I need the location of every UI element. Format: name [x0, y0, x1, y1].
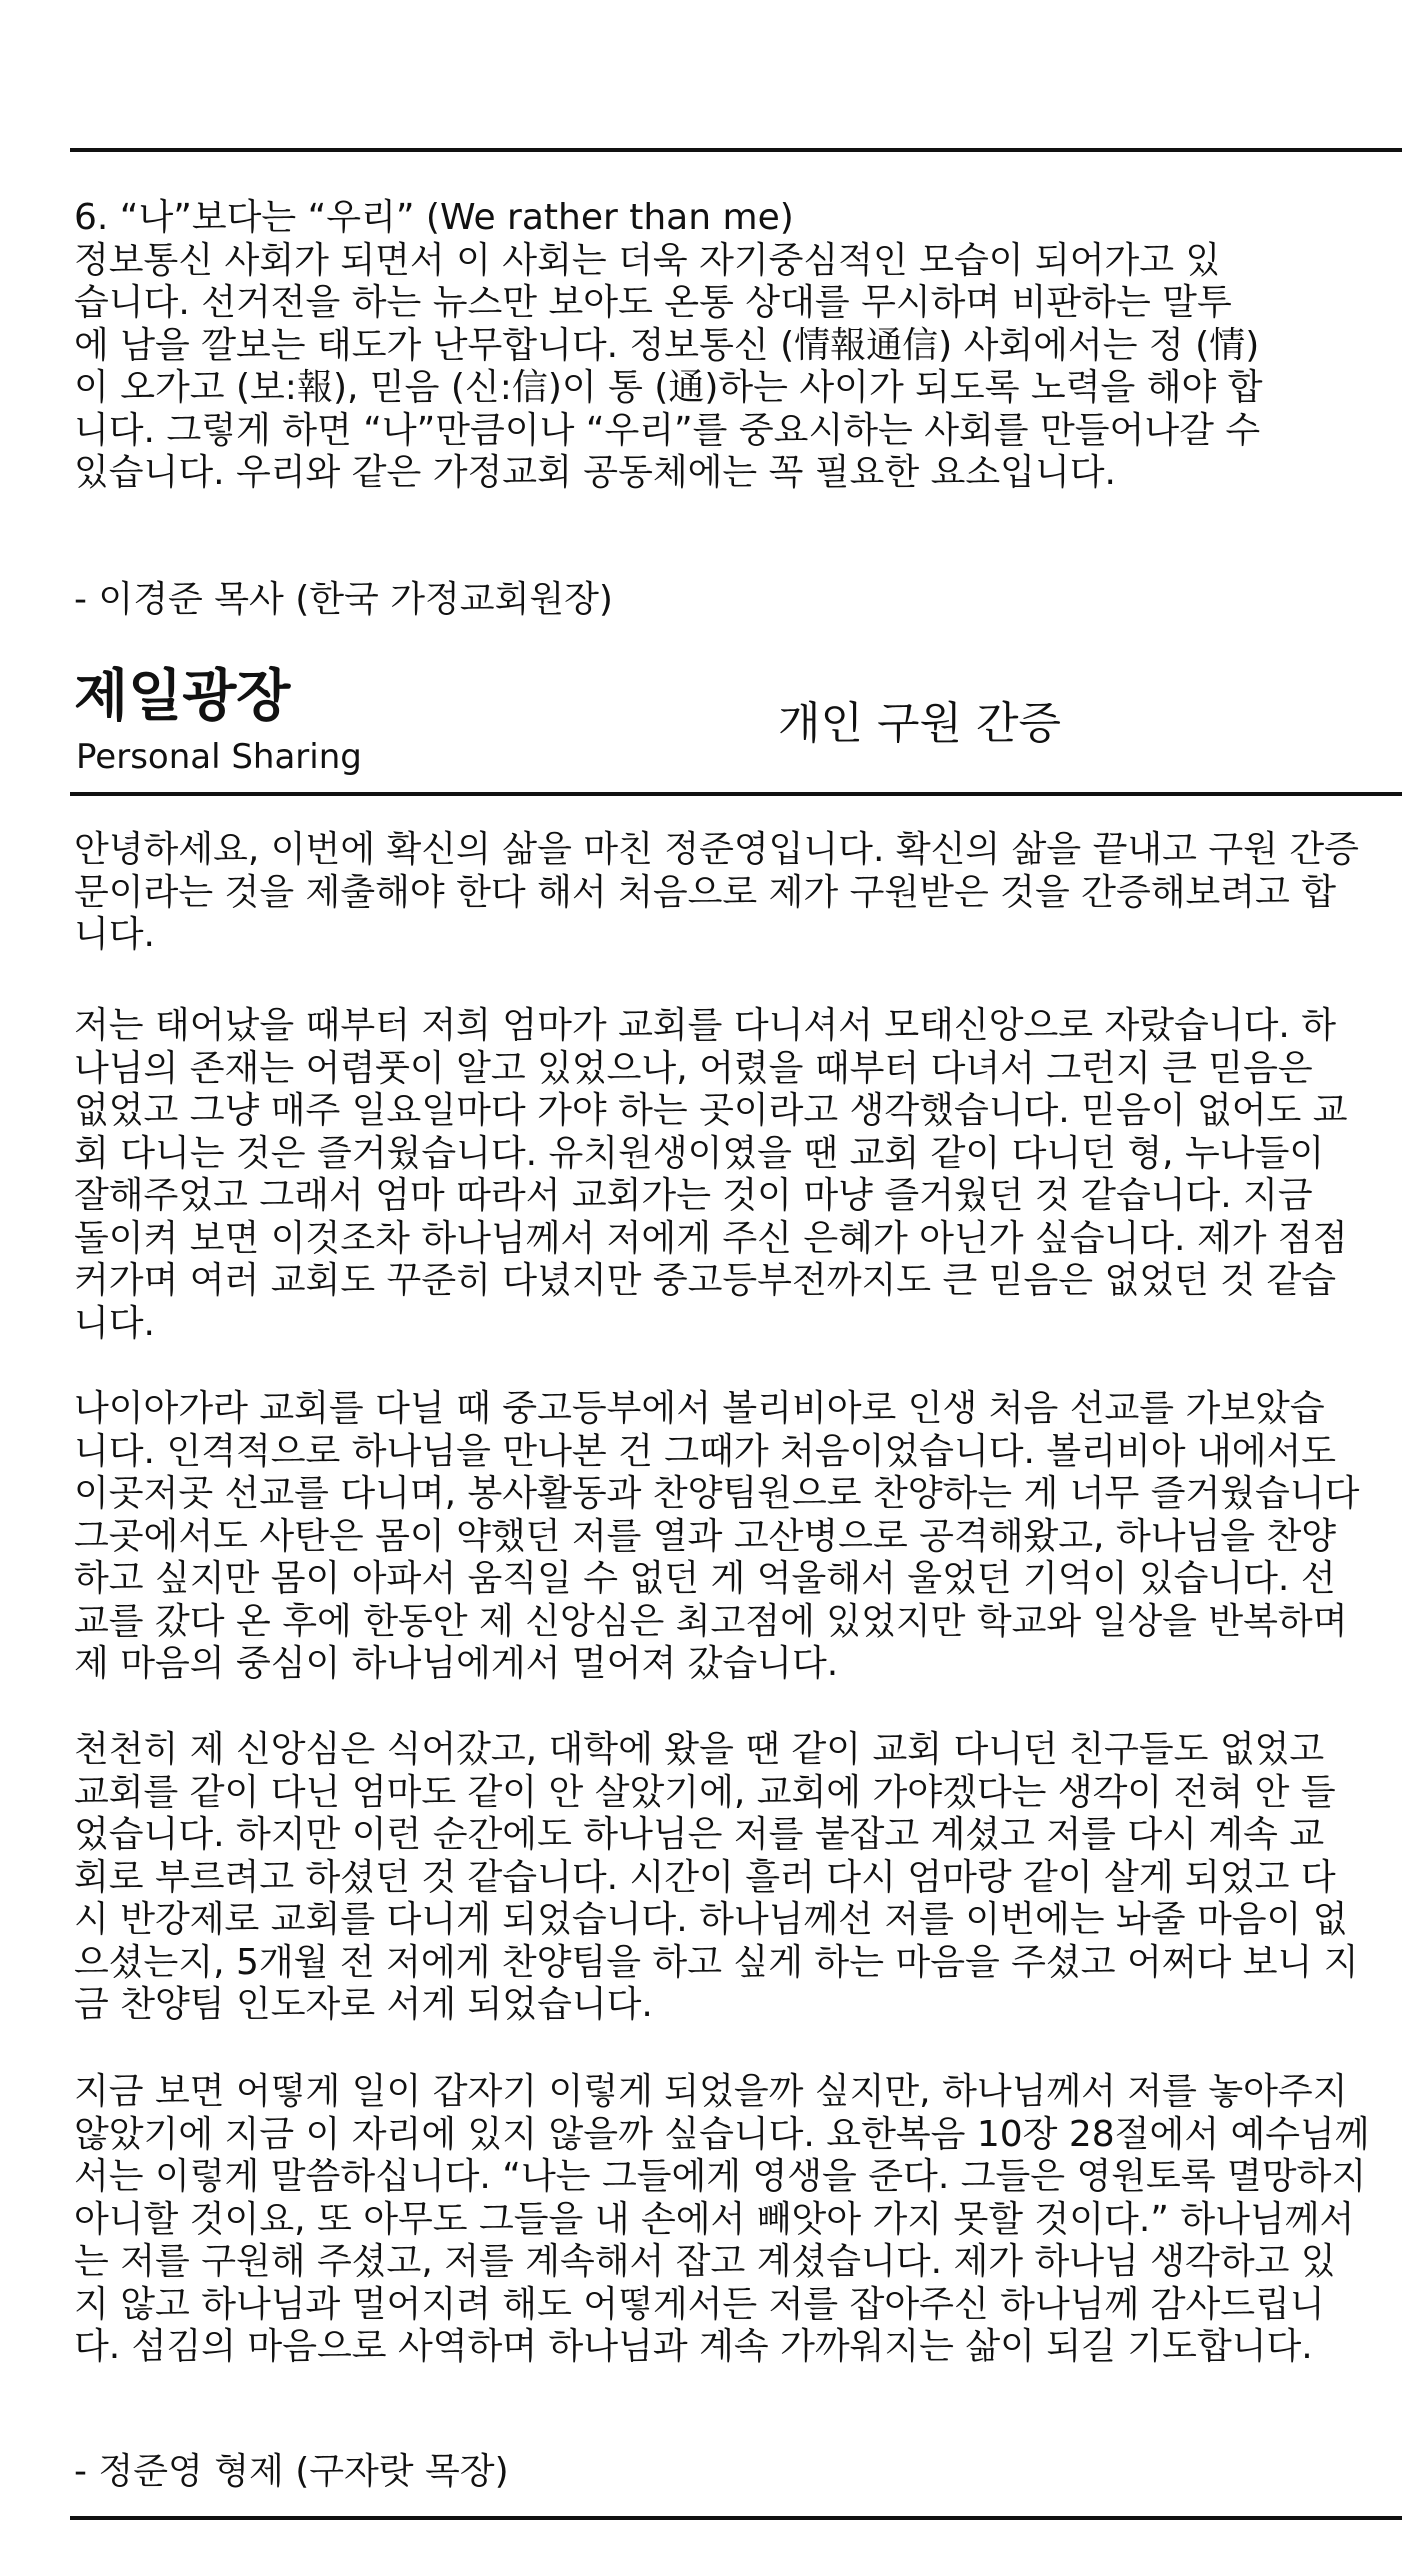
testimony-line: 는 저를 구원해 주셨고, 저를 계속해서 잡고 계셨습니다. 제가 하나님 생각하고 있 — [74, 2241, 1336, 2282]
testimony-line: 지 않고 하나님과 멀어지려 해도 어떻게서든 저를 잡아주신 하나님께 감사드립니 — [74, 2283, 1325, 2325]
testimony-line: 저는 태어났을 때부터 저희 엄마가 교회를 다니셔서 모태신앙으로 자랐습니다. 하 — [74, 1005, 1337, 1046]
testimony-line: 않았기에 지금 이 자리에 있지 않을까 싶습니다. 요한복음 10장 28절에서 예수님께 — [74, 2113, 1370, 2155]
testimony-line: 나이아가라 교회를 다닐 때 중고등부에서 볼리비아로 인생 처음 선교를 가보았습 — [74, 1388, 1325, 1429]
testimony-line: 안녕하세요, 이번에 확신의 삶을 마친 정준영입니다. 확신의 삶을 끝내고 구원 간증 — [74, 829, 1359, 870]
testimony-line: 제 마음의 중심이 하나님에게서 멀어져 갔습니다. — [74, 1643, 839, 1684]
testimony-paragraph — [74, 1005, 1400, 1345]
section-subtitle: 개인 구원 간증 — [778, 698, 1061, 749]
testimony-line: 돌이켜 보면 이것조차 하나님께서 저에게 주신 은혜가 아닌가 싶습니다. 제가 점점 — [74, 1217, 1348, 1259]
testimony-line: 교회를 같이 다닌 엄마도 같이 안 살았기에, 교회에 가야겠다는 생각이 전혀 안 들 — [74, 1771, 1336, 1813]
testimony-line: 잘해주었고 그래서 엄마 따라서 교회가는 것이 마냥 즐거웠던 것 같습니다. 지금 — [74, 1175, 1313, 1216]
testimony-paragraph — [74, 2071, 1400, 2369]
testimony-line: 그곳에서도 사탄은 몸이 약했던 저를 열과 고산병으로 공격해왔고, 하나님을 찬양 — [74, 1515, 1337, 1557]
testimony-line: 지금 보면 어떻게 일이 갑자기 이렇게 되었을까 싶지만, 하나님께서 저를 놓아주지 — [74, 2071, 1348, 2112]
testimony-line: 었습니다. 하지만 이런 순간에도 하나님은 저를 붙잡고 계셨고 저를 다시 계속 교 — [74, 1814, 1325, 1855]
testimony-line: 문이라는 것을 제출해야 한다 해서 처음으로 제가 구원받은 것을 간증해보려고 합 — [74, 871, 1337, 913]
testimony-paragraph — [74, 1729, 1400, 2027]
testimony-signature-block — [74, 2451, 1400, 2494]
testimony-paragraph — [74, 829, 1400, 957]
testimony-line: 회로 부르려고 하셨던 것 같습니다. 시간이 흘러 다시 엄마랑 같이 살게 되었고 다 — [74, 1856, 1336, 1898]
essay-signature: - 이경준 목사 (한국 가정교회원장) — [74, 579, 613, 620]
testimony-line: 으셨는지, 5개월 전 저에게 찬양팀을 하고 싶게 하는 마음을 주셨고 어쩌다 보니 지 — [74, 1941, 1359, 1983]
essay-signature-block — [74, 579, 1400, 622]
testimony-line: 없었고 그냥 매주 일요일마다 가야 하는 곳이라고 생각했습니다. 믿음이 없어도 교 — [74, 1090, 1348, 1131]
testimony-paragraph — [74, 1388, 1400, 1686]
testimony-line: 니다. 인격적으로 하나님을 만나본 건 그때가 처음이었습니다. 볼리비아 내에서도 — [74, 1430, 1337, 1472]
testimony-line: 니다. — [74, 1302, 155, 1344]
testimony-line: 아니할 것이요, 또 아무도 그들을 내 손에서 빼앗아 가지 못할 것이다.” 하나님께서 — [74, 2198, 1355, 2240]
testimony-line: 천천히 제 신앙심은 식어갔고, 대학에 왔을 땐 같이 교회 다니던 친구들도 없었고 — [74, 1729, 1325, 1770]
testimony-line: 교를 갔다 온 후에 한동안 제 신앙심은 최고점에 있었지만 학교와 일상을 반복하며 — [74, 1600, 1348, 1642]
testimony-line: 커가며 여러 교회도 꾸준히 다녔지만 중고등부전까지도 큰 믿음은 없었던 것 같습 — [74, 1260, 1337, 1301]
essay-section — [74, 197, 1400, 495]
top-divider — [70, 148, 1402, 152]
testimony-line: 나님의 존재는 어렴풋이 알고 있었으나, 어렸을 때부터 다녀서 그런지 큰 믿음은 — [74, 1047, 1313, 1089]
section-divider — [70, 792, 1402, 796]
essay-line: 있습니다. 우리와 같은 가정교회 공동체에는 꼭 필요한 요소입니다. — [74, 452, 1116, 493]
essay-line: 이 오가고 (보:報), 믿음 (신:信)이 통 (通)하는 사이가 되도록 노력을 해야 합 — [74, 367, 1263, 408]
testimony-line: 니다. — [74, 914, 155, 955]
testimony-line: 서는 이렇게 말씀하십니다. “나는 그들에게 영생을 준다. 그들은 영원토록 멸망하지 — [74, 2156, 1367, 2197]
essay-heading: 6. “나”보다는 “우리” (We rather than me) — [74, 197, 794, 238]
testimony-line: 금 찬양팀 인도자로 서게 되었습니다. — [74, 1984, 653, 2025]
testimony-signature: - 정준영 형제 (구자랏 목장) — [74, 2451, 509, 2492]
testimony-line: 하고 싶지만 몸이 아파서 움직일 수 없던 게 억울해서 울었던 기억이 있습니다. 선 — [74, 1558, 1336, 1599]
essay-line: 니다. 그렇게 하면 “나”만큼이나 “우리”를 중요시하는 사회를 만들어나갈 수 — [74, 409, 1261, 451]
essay-line: 정보통신 사회가 되면서 이 사회는 더욱 자기중심적인 모습이 되어가고 있 — [74, 239, 1221, 281]
testimony-line: 회 다니는 것은 즐거웠습니다. 유치원생이였을 땐 교회 같이 다니던 형, 누나들이 — [74, 1132, 1325, 1174]
section-title-english: Personal Sharing — [76, 737, 362, 777]
bottom-divider — [70, 2516, 1402, 2520]
section-title-korean: 제일광장 — [74, 664, 291, 729]
testimony-line: 시 반강제로 교회를 다니게 되었습니다. 하나님께선 저를 이번에는 놔줄 마음이 없 — [74, 1899, 1348, 1940]
essay-line: 습니다. 선거전을 하는 뉴스만 보아도 온통 상대를 무시하며 비판하는 말투 — [74, 282, 1232, 323]
essay-line: 에 남을 깔보는 태도가 난무합니다. 정보통신 (情報通信) 사회에서는 정 (情) — [74, 324, 1260, 366]
testimony-line: 이곳저곳 선교를 다니며, 봉사활동과 찬양팀원으로 찬양하는 게 너무 즐거웠습니다 — [74, 1473, 1360, 1514]
testimony-line: 다. 섬김의 마음으로 사역하며 하나님과 계속 가까워지는 삶이 되길 기도합니다. — [74, 2326, 1313, 2367]
